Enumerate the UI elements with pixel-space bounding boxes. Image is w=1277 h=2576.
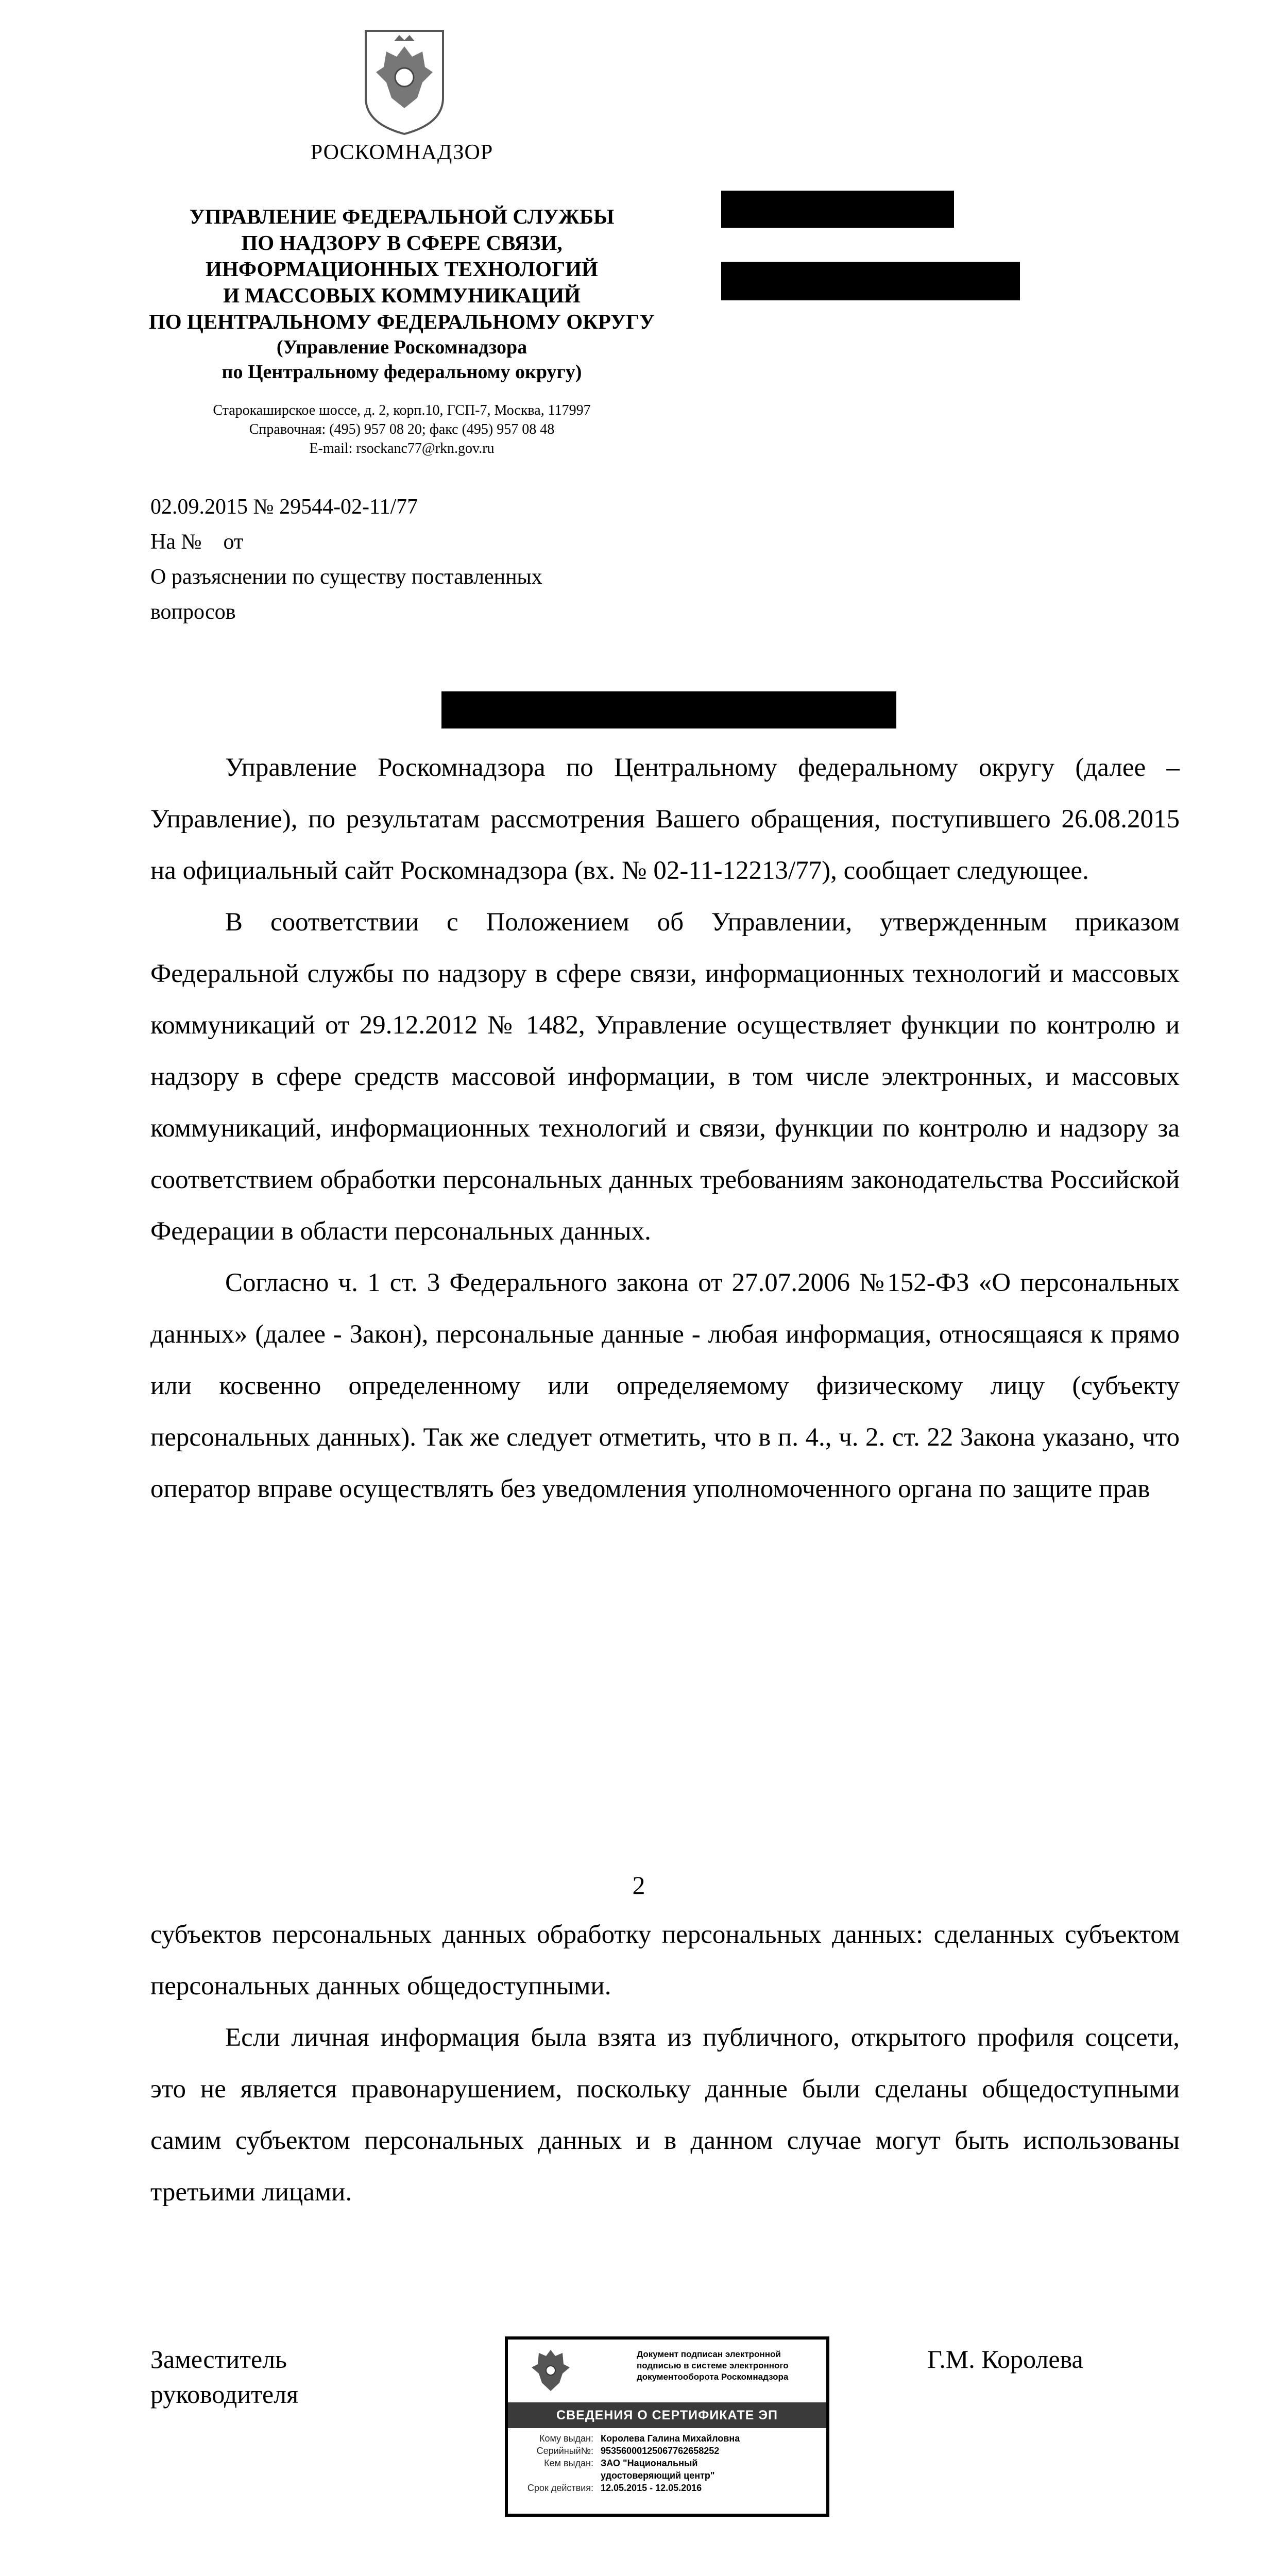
phone-line: Справочная: (495) 957 08 20; факс (495) 957 08 48 xyxy=(249,421,555,437)
redacted-recipient-line-2 xyxy=(721,262,1020,300)
position-line: Заместитель xyxy=(150,2345,287,2374)
cert-header xyxy=(508,2340,826,2401)
cert-row xyxy=(508,2482,826,2494)
org-line: ИНФОРМАЦИОННЫХ ТЕХНОЛОГИЙ xyxy=(206,257,598,281)
cert-label: Кому выдан: xyxy=(539,2433,593,2444)
cert-row xyxy=(508,2445,826,2457)
paragraph: Управление Роскомнадзора по Центральному федеральному округу (далее – Управление), по результатам рассмотрения Вашего обращения, поступившего 26.08.2015 на официальный сайт Роскомнадзора (вх. № 02-11-12213/77), сообщает следующее. xyxy=(150,753,1180,885)
org-abbrev-note xyxy=(124,335,680,384)
date-number: 02.09.2015 № 29544-02-11/77 xyxy=(150,495,418,519)
subject-line: О разъяснении по существу поставленных xyxy=(150,565,542,589)
signatory-name: Г.М. Королева xyxy=(927,2345,1083,2374)
subject-line: вопросов xyxy=(150,600,236,624)
position-line: руководителя xyxy=(150,2380,299,2409)
cert-value: 12.05.2015 - 12.05.2016 xyxy=(601,2483,702,2493)
address-line: Старокаширское шоссе, д. 2, корп.10, ГСП-7, Москва, 117997 xyxy=(213,402,591,418)
cert-value: Королева Галина Михайловна xyxy=(601,2433,740,2444)
reply-to: На № от xyxy=(150,530,244,554)
e-signature-certificate-stamp xyxy=(505,2336,829,2517)
org-sub-line: по Центральному федеральному округу) xyxy=(222,361,582,383)
org-full-name xyxy=(124,204,680,335)
org-line: ПО ЦЕНТРАЛЬНОМУ ФЕДЕРАЛЬНОМУ ОКРУГУ xyxy=(148,310,655,333)
paragraph: Согласно ч. 1 ст. 3 Федерального закона от 27.07.2006 №152-ФЗ «О персональных данных» (далее - Закон), персональные данные - любая информация, относящаяся к прямо или косвенно определенному или определяемому физическому лицу (субъекту персональных данных). Так же следует отметить, что в п. 4., ч. 2. ст. 22 Закона указано, что оператор вправе осуществлять без уведомления уполномоченного органа по защите прав xyxy=(150,1268,1180,1503)
redacted-addressee xyxy=(441,691,896,728)
registration-block xyxy=(150,489,666,630)
cert-stamp-text: Документ подписан электронной подписью в системе электронного документооборота Роскомнадзора xyxy=(637,2349,789,2382)
paragraph-continuation: субъектов персональных данных обработку персональных данных: сделанных субъектом персональных данных общедоступными. xyxy=(150,1920,1180,2001)
org-short-name: РОСКОМНАДЗОР xyxy=(310,141,493,164)
paragraph: В соответствии с Положением об Управлении, утвержденным приказом Федеральной службы по надзору в сфере связи, информационных технологий и массовых коммуникаций от 29.12.2012 № 1482, Управление осуществляет функции по контролю и надзору в сфере средств массовой информации, в том числе электронных, и массовых коммуникаций, информационных технологий и связи, функции по контролю и надзору за соответствием обработки персональных данных требованиям законодательства Российской Федерации в области персональных данных. xyxy=(150,908,1180,1246)
org-line: И МАССОВЫХ КОММУНИКАЦИЙ xyxy=(223,283,581,307)
cert-row xyxy=(508,2469,826,2482)
page-number: 2 xyxy=(632,1871,645,1900)
email-line: E-mail: rsockanc77@rkn.gov.ru xyxy=(309,440,495,456)
cert-value: удостоверяющий центр" xyxy=(601,2470,715,2481)
coat-of-arms-icon xyxy=(355,26,453,137)
org-line: ПО НАДЗОРУ В СФЕРЕ СВЯЗИ, xyxy=(241,231,563,255)
cert-label: Срок действия: xyxy=(527,2483,593,2493)
cert-row xyxy=(508,2457,826,2469)
cert-value: ЗАО "Национальный xyxy=(601,2458,698,2468)
cert-row xyxy=(508,2432,826,2445)
org-contacts xyxy=(124,401,680,458)
cert-value: 95356000125067762658252 xyxy=(601,2446,720,2456)
org-line: УПРАВЛЕНИЕ ФЕДЕРАЛЬНОЙ СЛУЖБЫ xyxy=(189,205,615,228)
letter-body-page2 xyxy=(150,1909,1180,2218)
cert-title: СВЕДЕНИЯ О СЕРТИФИКАТЕ ЭП xyxy=(508,2402,826,2428)
cert-label: Серийный№: xyxy=(536,2446,593,2456)
org-sub-line: (Управление Роскомнадзора xyxy=(276,336,527,358)
cert-label xyxy=(508,2469,601,2482)
paragraph: Если личная информация была взята из публичного, открытого профиля соцсети, это не является правонарушением, поскольку данные были сделаны общедоступными самим субъектом персональных данных и в данном случае могут быть использованы третьими лицами. xyxy=(150,2023,1180,2207)
letter-body-page1 xyxy=(150,742,1180,1515)
cert-label: Кем выдан: xyxy=(544,2458,593,2468)
cert-details xyxy=(508,2432,826,2494)
signatory-position xyxy=(150,2342,298,2412)
coat-of-arms-icon xyxy=(529,2347,573,2396)
redacted-recipient-line-1 xyxy=(721,191,954,228)
